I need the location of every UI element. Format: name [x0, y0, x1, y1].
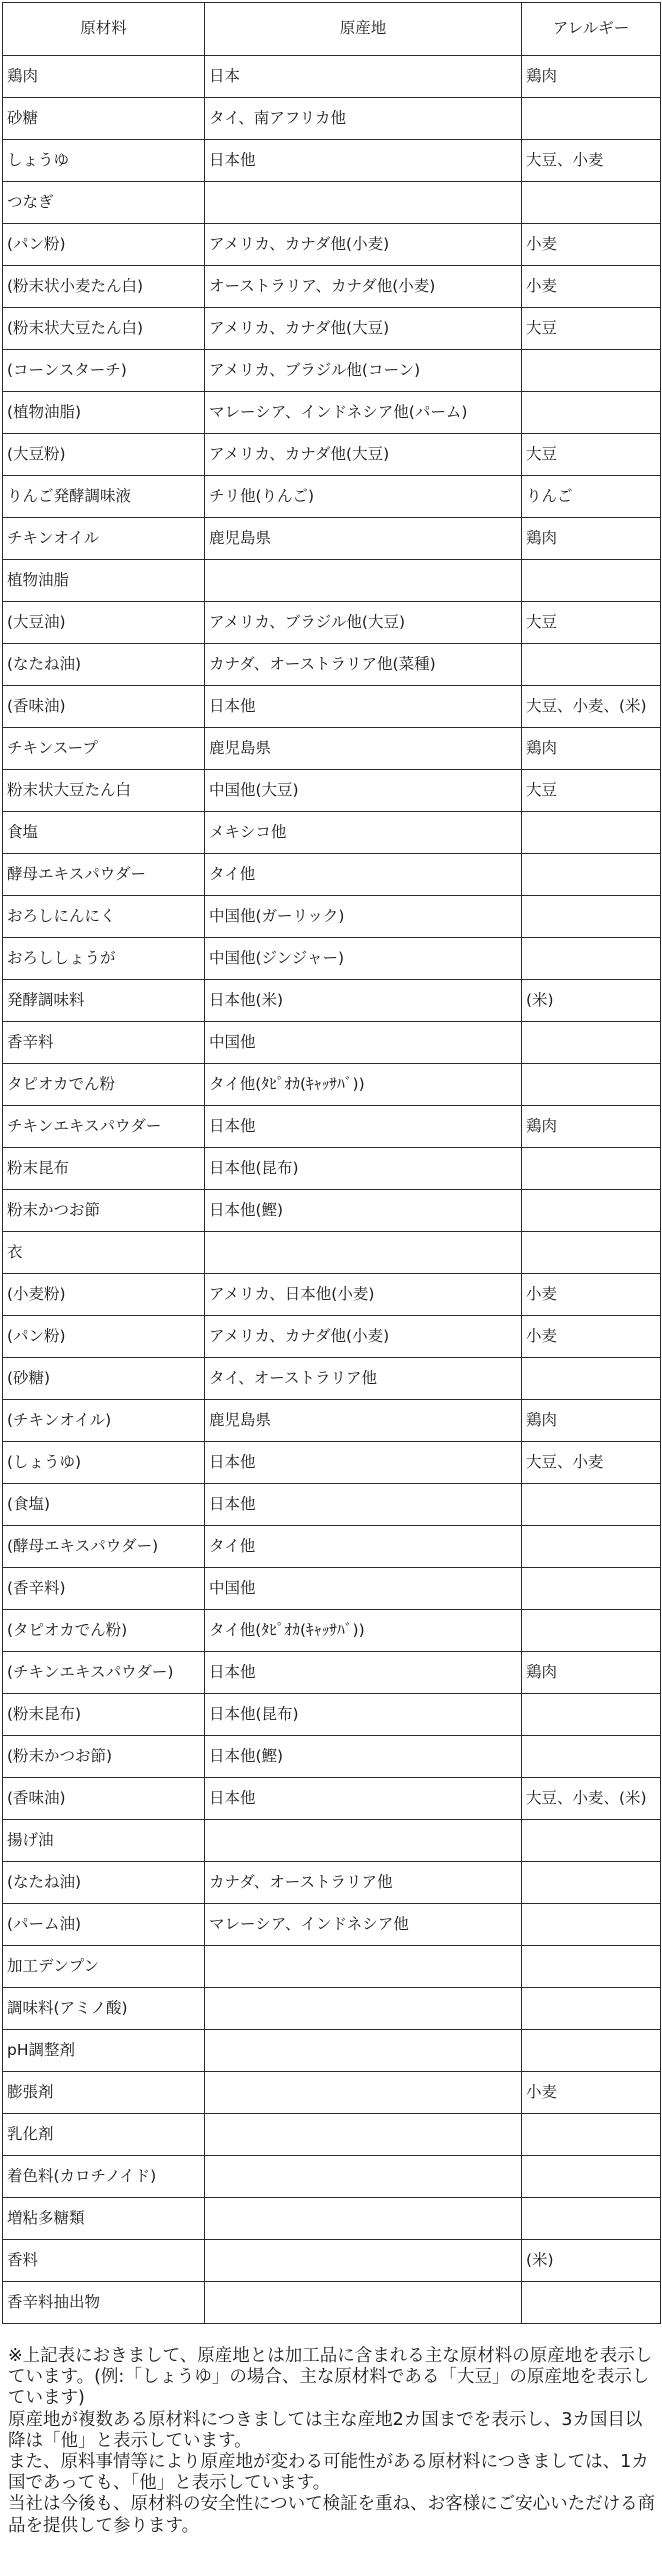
ingredient-cell: (なたね油)	[3, 644, 205, 686]
ingredient-cell: 着色料(カロチノイド)	[3, 2156, 205, 2198]
allergy-cell	[522, 2114, 661, 2156]
table-row	[3, 56, 661, 98]
table-row	[3, 854, 661, 896]
allergy-cell: 小麦	[522, 224, 661, 266]
ingredient-cell: 発酵調味料	[3, 980, 205, 1022]
ingredient-cell: (パーム油)	[3, 1904, 205, 1946]
table-row	[3, 602, 661, 644]
ingredient-cell: 揚げ油	[3, 1820, 205, 1862]
origin-cell	[205, 560, 522, 602]
ingredient-cell: (タピオカでん粉)	[3, 1610, 205, 1652]
origin-cell: カナダ、オーストラリア他	[205, 1862, 522, 1904]
table-row	[3, 1064, 661, 1106]
allergy-cell	[522, 392, 661, 434]
origin-cell: 日本他	[205, 1106, 522, 1148]
ingredient-cell: (しょうゆ)	[3, 1442, 205, 1484]
table-row	[3, 1232, 661, 1274]
origin-cell	[205, 1820, 522, 1862]
origin-cell	[205, 2156, 522, 2198]
origin-cell: 中国他	[205, 1022, 522, 1064]
allergy-cell	[522, 98, 661, 140]
table-row	[3, 392, 661, 434]
ingredient-cell: (香味油)	[3, 686, 205, 728]
ingredient-cell: チキンスープ	[3, 728, 205, 770]
table-row	[3, 980, 661, 1022]
ingredient-cell: 衣	[3, 1232, 205, 1274]
ingredient-cell: (大豆粉)	[3, 434, 205, 476]
allergy-cell	[522, 2282, 661, 2324]
allergy-cell	[522, 1820, 661, 1862]
table-row	[3, 2156, 661, 2198]
table-row	[3, 1316, 661, 1358]
ingredient-cell: 植物油脂	[3, 560, 205, 602]
origin-cell: タイ他	[205, 1526, 522, 1568]
column-header-allergy: アレルギー	[522, 3, 661, 56]
ingredient-origin-table	[2, 2, 661, 2324]
allergy-cell	[522, 1190, 661, 1232]
allergy-cell	[522, 1064, 661, 1106]
table-row	[3, 1022, 661, 1064]
allergy-cell	[522, 1232, 661, 1274]
table-body	[3, 56, 661, 2324]
table-row	[3, 1820, 661, 1862]
ingredient-cell: 粉末昆布	[3, 1148, 205, 1190]
ingredient-cell: (香辛料)	[3, 1568, 205, 1610]
footnote-safety-commitment: 当社は今後も、原材料の安全性について検証を重ね、お客様にご安心いただける商品を提供して参ります。	[8, 2494, 656, 2536]
origin-cell	[205, 2030, 522, 2072]
ingredient-cell: 香料	[3, 2240, 205, 2282]
origin-cell: 中国他(ジンジャー)	[205, 938, 522, 980]
ingredient-cell: (粉末昆布)	[3, 1694, 205, 1736]
ingredient-origin-sheet	[2, 2, 660, 2324]
table-row	[3, 2072, 661, 2114]
origin-cell: タイ他	[205, 854, 522, 896]
table-row	[3, 1148, 661, 1190]
origin-cell: アメリカ、日本他(小麦)	[205, 1274, 522, 1316]
ingredient-cell: タピオカでん粉	[3, 1064, 205, 1106]
origin-cell: 日本他(鰹)	[205, 1736, 522, 1778]
ingredient-cell: おろしにんにく	[3, 896, 205, 938]
ingredient-cell: (粉末状小麦たん白)	[3, 266, 205, 308]
origin-cell: 鹿児島県	[205, 1400, 522, 1442]
origin-cell: タイ、オーストラリア他	[205, 1358, 522, 1400]
allergy-cell: 大豆	[522, 770, 661, 812]
table-row	[3, 98, 661, 140]
table-row	[3, 1862, 661, 1904]
origin-cell: 日本他	[205, 140, 522, 182]
origin-cell: アメリカ、ブラジル他(大豆)	[205, 602, 522, 644]
allergy-cell	[522, 2030, 661, 2072]
origin-cell	[205, 2198, 522, 2240]
origin-cell: アメリカ、カナダ他(小麦)	[205, 1316, 522, 1358]
allergy-cell	[522, 938, 661, 980]
ingredient-cell: 増粘多糖類	[3, 2198, 205, 2240]
table-row	[3, 1568, 661, 1610]
origin-cell	[205, 1232, 522, 1274]
origin-cell: 鹿児島県	[205, 518, 522, 560]
origin-cell: 日本	[205, 56, 522, 98]
ingredient-cell: (大豆油)	[3, 602, 205, 644]
allergy-cell	[522, 1988, 661, 2030]
allergy-cell	[522, 812, 661, 854]
origin-cell: タイ他(ﾀﾋﾟｵｶ(ｷｬｯｻﾊﾞ))	[205, 1610, 522, 1652]
table-row	[3, 1652, 661, 1694]
origin-cell: 日本他(昆布)	[205, 1694, 522, 1736]
origin-cell: マレーシア、インドネシア他(パーム)	[205, 392, 522, 434]
table-row	[3, 308, 661, 350]
allergy-cell	[522, 1526, 661, 1568]
ingredient-cell: 砂糖	[3, 98, 205, 140]
allergy-cell: 大豆、小麦	[522, 140, 661, 182]
ingredient-cell: 食塩	[3, 812, 205, 854]
allergy-cell	[522, 1022, 661, 1064]
allergy-cell	[522, 1862, 661, 1904]
ingredient-cell: チキンエキスパウダー	[3, 1106, 205, 1148]
ingredient-cell: チキンオイル	[3, 518, 205, 560]
origin-cell	[205, 2240, 522, 2282]
table-row	[3, 1526, 661, 1568]
allergy-cell: (米)	[522, 2240, 661, 2282]
column-header-ingredient: 原材料	[3, 3, 205, 56]
allergy-cell: 大豆、小麦、(米)	[522, 1778, 661, 1820]
allergy-cell: 鶏肉	[522, 56, 661, 98]
table-row	[3, 1694, 661, 1736]
table-row	[3, 518, 661, 560]
allergy-cell: 大豆、小麦	[522, 1442, 661, 1484]
table-header-row	[3, 3, 661, 56]
ingredient-cell: 酵母エキスパウダー	[3, 854, 205, 896]
table-row	[3, 1736, 661, 1778]
allergy-cell: 大豆	[522, 308, 661, 350]
allergy-cell	[522, 1736, 661, 1778]
ingredient-cell: りんご発酵調味液	[3, 476, 205, 518]
allergy-cell: 小麦	[522, 2072, 661, 2114]
ingredient-cell: (パン粉)	[3, 224, 205, 266]
ingredient-cell: 粉末状大豆たん白	[3, 770, 205, 812]
origin-cell: カナダ、オーストラリア他(菜種)	[205, 644, 522, 686]
ingredient-cell: 調味料(アミノ酸)	[3, 1988, 205, 2030]
allergy-cell: 大豆	[522, 602, 661, 644]
allergy-cell	[522, 644, 661, 686]
table-row	[3, 2198, 661, 2240]
origin-cell	[205, 1946, 522, 1988]
origin-cell: アメリカ、カナダ他(大豆)	[205, 308, 522, 350]
allergy-cell: 鶏肉	[522, 1652, 661, 1694]
ingredient-cell: (粉末かつお節)	[3, 1736, 205, 1778]
ingredient-cell: しょうゆ	[3, 140, 205, 182]
origin-cell: 日本他	[205, 1652, 522, 1694]
table-row	[3, 686, 661, 728]
ingredient-cell: 鶏肉	[3, 56, 205, 98]
origin-cell: 日本他(米)	[205, 980, 522, 1022]
origin-cell: 日本他	[205, 1442, 522, 1484]
allergy-cell: 鶏肉	[522, 518, 661, 560]
table-row	[3, 1442, 661, 1484]
allergy-cell	[522, 1148, 661, 1190]
origin-cell: 鹿児島県	[205, 728, 522, 770]
table-row	[3, 224, 661, 266]
table-row	[3, 728, 661, 770]
column-header-origin: 原産地	[205, 3, 522, 56]
origin-cell: タイ、南アフリカ他	[205, 98, 522, 140]
origin-cell: 日本他(昆布)	[205, 1148, 522, 1190]
allergy-cell	[522, 1946, 661, 1988]
origin-cell	[205, 1988, 522, 2030]
ingredient-cell: (酵母エキスパウダー)	[3, 1526, 205, 1568]
origin-cell: チリ他(りんご)	[205, 476, 522, 518]
ingredient-cell: (小麦粉)	[3, 1274, 205, 1316]
table-row	[3, 2114, 661, 2156]
ingredient-cell: つなぎ	[3, 182, 205, 224]
table-row	[3, 896, 661, 938]
origin-cell	[205, 182, 522, 224]
table-row	[3, 1358, 661, 1400]
origin-cell: 中国他(大豆)	[205, 770, 522, 812]
allergy-cell	[522, 1694, 661, 1736]
ingredient-cell: (植物油脂)	[3, 392, 205, 434]
ingredient-cell: 香辛料抽出物	[3, 2282, 205, 2324]
table-row	[3, 770, 661, 812]
ingredient-cell: (チキンエキスパウダー)	[3, 1652, 205, 1694]
ingredient-cell: (食塩)	[3, 1484, 205, 1526]
ingredient-cell: 加工デンプン	[3, 1946, 205, 1988]
origin-cell: メキシコ他	[205, 812, 522, 854]
origin-cell: タイ他(ﾀﾋﾟｵｶ(ｷｬｯｻﾊﾞ))	[205, 1064, 522, 1106]
ingredient-cell: 膨張剤	[3, 2072, 205, 2114]
footnote-variable-origins: また、原料事情等により原産地が変わる可能性がある原材料につきましては、1カ国であっても、「他」と表示しています。	[8, 2452, 649, 2494]
ingredient-cell: (コーンスターチ)	[3, 350, 205, 392]
allergy-cell: りんご	[522, 476, 661, 518]
table-row	[3, 266, 661, 308]
table-row	[3, 1274, 661, 1316]
allergy-cell: 鶏肉	[522, 728, 661, 770]
table-row	[3, 1778, 661, 1820]
allergy-cell	[522, 854, 661, 896]
table-row	[3, 476, 661, 518]
origin-cell: アメリカ、ブラジル他(コーン)	[205, 350, 522, 392]
table-row	[3, 140, 661, 182]
origin-cell	[205, 2072, 522, 2114]
table-row	[3, 1484, 661, 1526]
ingredient-cell: 粉末かつお節	[3, 1190, 205, 1232]
table-row	[3, 1904, 661, 1946]
ingredient-cell: (チキンオイル)	[3, 1400, 205, 1442]
ingredient-cell: 乳化剤	[3, 2114, 205, 2156]
table-row	[3, 1400, 661, 1442]
footnotes	[8, 2346, 658, 2537]
allergy-cell	[522, 1568, 661, 1610]
footnote-multiple-origins: 原産地が複数ある原材料につきましては主な産地2カ国までを表示し、3カ国目以降は「他」と表示しています。	[8, 2409, 643, 2451]
origin-cell: 日本他	[205, 1778, 522, 1820]
origin-cell: 日本他	[205, 686, 522, 728]
table-row	[3, 2030, 661, 2072]
table-row	[3, 938, 661, 980]
ingredient-cell: pH調整剤	[3, 2030, 205, 2072]
allergy-cell	[522, 182, 661, 224]
allergy-cell	[522, 1610, 661, 1652]
table-row	[3, 2282, 661, 2324]
table-row	[3, 2240, 661, 2282]
ingredient-cell: (粉末状大豆たん白)	[3, 308, 205, 350]
table-row	[3, 1106, 661, 1148]
allergy-cell: 小麦	[522, 1316, 661, 1358]
table-row	[3, 1190, 661, 1232]
allergy-cell: 小麦	[522, 266, 661, 308]
table-row	[3, 182, 661, 224]
table-row	[3, 1946, 661, 1988]
allergy-cell	[522, 1904, 661, 1946]
ingredient-cell: (香味油)	[3, 1778, 205, 1820]
allergy-cell	[522, 896, 661, 938]
allergy-cell: 大豆、小麦、(米)	[522, 686, 661, 728]
table-row	[3, 560, 661, 602]
allergy-cell	[522, 560, 661, 602]
origin-cell	[205, 2114, 522, 2156]
ingredient-cell: 香辛料	[3, 1022, 205, 1064]
origin-cell: オーストラリア、カナダ他(小麦)	[205, 266, 522, 308]
footnote-origin-definition: ※上記表におきまして、原産地とは加工品に含まれる主な原材料の原産地を表示しています。(例:「しょうゆ」の場合、主な原材料である「大豆」の原産地を表示しています)	[8, 2346, 653, 2409]
table-row	[3, 350, 661, 392]
allergy-cell	[522, 2156, 661, 2198]
origin-cell: 日本他(鰹)	[205, 1190, 522, 1232]
allergy-cell: 大豆	[522, 434, 661, 476]
allergy-cell	[522, 1358, 661, 1400]
allergy-cell: (米)	[522, 980, 661, 1022]
origin-cell: 中国他(ガーリック)	[205, 896, 522, 938]
allergy-cell	[522, 2198, 661, 2240]
origin-cell: アメリカ、カナダ他(大豆)	[205, 434, 522, 476]
allergy-cell: 鶏肉	[522, 1106, 661, 1148]
table-row	[3, 1988, 661, 2030]
origin-cell: 日本他	[205, 1484, 522, 1526]
allergy-cell: 鶏肉	[522, 1400, 661, 1442]
allergy-cell	[522, 1484, 661, 1526]
allergy-cell: 小麦	[522, 1274, 661, 1316]
origin-cell: 中国他	[205, 1568, 522, 1610]
table-row	[3, 644, 661, 686]
ingredient-cell: (なたね油)	[3, 1862, 205, 1904]
table-row	[3, 1610, 661, 1652]
origin-cell	[205, 2282, 522, 2324]
table-row	[3, 434, 661, 476]
allergy-cell	[522, 350, 661, 392]
table-row	[3, 812, 661, 854]
ingredient-cell: おろししょうが	[3, 938, 205, 980]
origin-cell: マレーシア、インドネシア他	[205, 1904, 522, 1946]
ingredient-cell: (パン粉)	[3, 1316, 205, 1358]
ingredient-cell: (砂糖)	[3, 1358, 205, 1400]
origin-cell: アメリカ、カナダ他(小麦)	[205, 224, 522, 266]
